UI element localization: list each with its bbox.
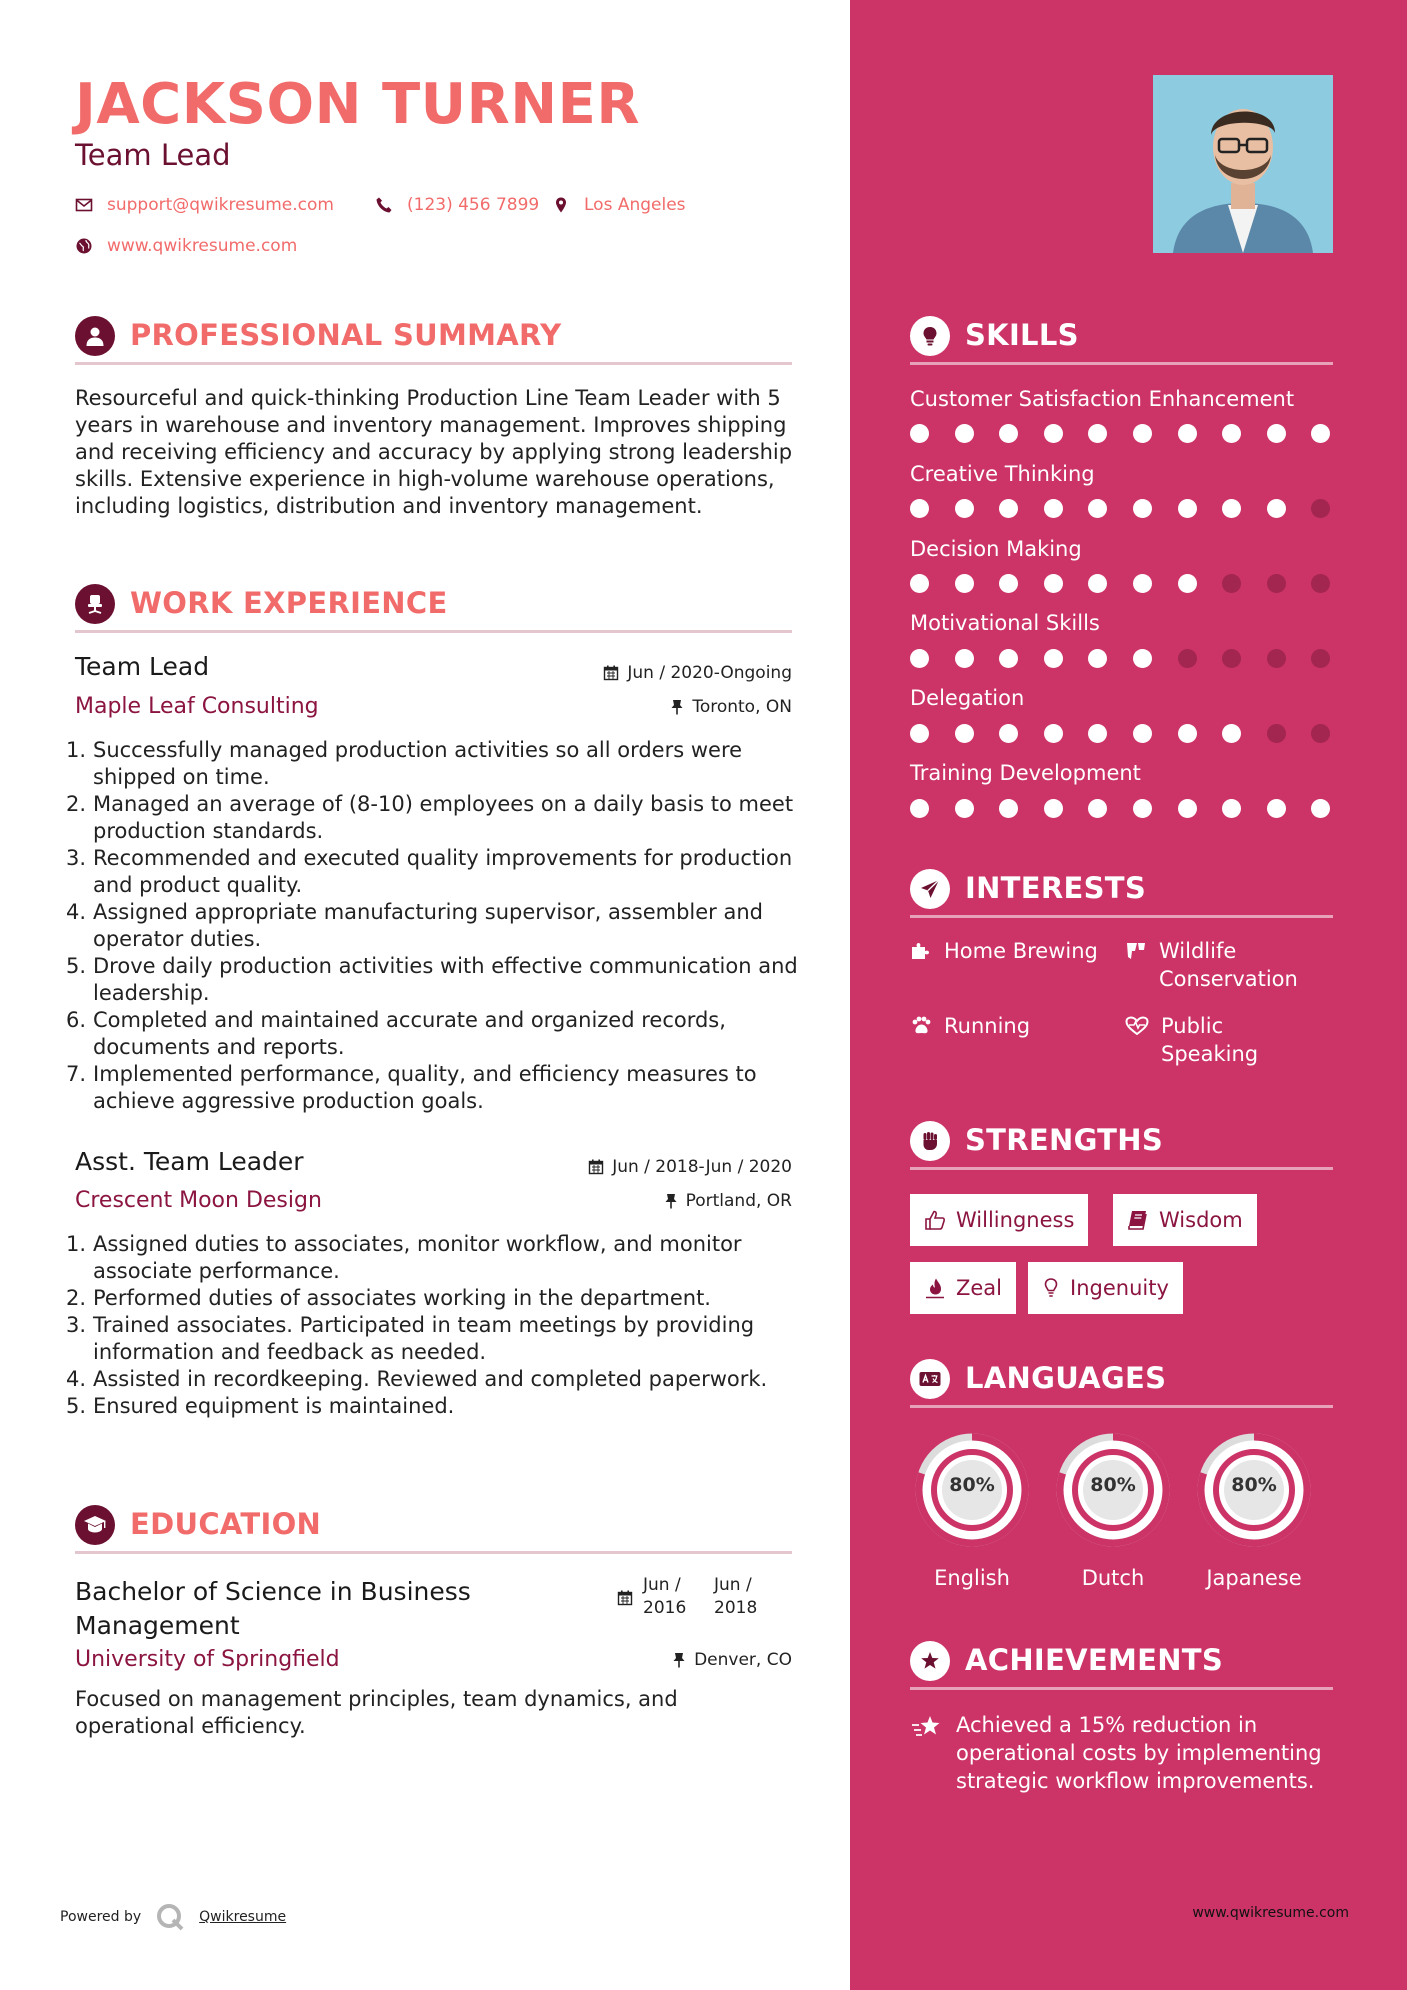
rating-dot-empty — [1222, 649, 1241, 668]
contact-location-text: Los Angeles — [584, 195, 686, 215]
interests-section-header — [910, 869, 1333, 917]
rating-dot-filled — [955, 574, 974, 593]
contact-website-text: www.qwikresume.com — [107, 236, 298, 256]
rating-dot-filled — [1222, 799, 1241, 818]
section-divider — [75, 630, 792, 633]
education-start-date: Jun / 2016 — [643, 1575, 687, 1618]
binoculars-icon — [1125, 941, 1147, 961]
section-divider — [75, 1551, 792, 1554]
paper-plane-icon — [910, 869, 950, 909]
summary-text: Resourceful and quick-thinking Production Line Team Leader with 5 years in warehouse and inventory management. Improves shipping and receiving efficiency and accuracy by applying strong leadership skills. Extensive experience in high-volume warehouse operations, including logistics, distribution and inventory management. — [75, 386, 793, 518]
calendar-icon — [617, 1590, 633, 1606]
job-location-text: Portland, OR — [685, 1191, 792, 1211]
interest-item: Public Speaking — [1125, 1012, 1258, 1068]
translate-icon — [910, 1359, 950, 1399]
summary-section-header — [75, 316, 792, 364]
powered-by[interactable] — [60, 1902, 286, 1932]
powered-by-label: Powered by — [60, 1909, 142, 1925]
contact-phone-text: (123) 456 7899 — [407, 195, 540, 215]
rating-dot-filled — [1133, 799, 1152, 818]
list-item: 5. Ensured equipment is maintained. — [66, 1394, 455, 1418]
language-name: Dutch — [1081, 1566, 1145, 1590]
rating-dot-filled — [1311, 799, 1330, 818]
rating-dot-filled — [1088, 574, 1107, 593]
section-divider — [910, 1687, 1333, 1690]
rating-dot-filled — [910, 649, 929, 668]
education-description: Focused on management principles, team dynamics, and operational efficiency. — [75, 1687, 678, 1738]
powered-by-brand-link[interactable]: Qwikresume — [199, 1909, 287, 1925]
rating-dot-filled — [1222, 499, 1241, 518]
contact-phone[interactable] — [375, 195, 539, 215]
rating-dot-filled — [1178, 574, 1197, 593]
language-name: English — [934, 1566, 1010, 1590]
degree-line: Bachelor of Science in Business — [75, 1577, 471, 1606]
rating-dot-filled — [910, 424, 929, 443]
contact-email[interactable] — [75, 195, 334, 215]
rating-dot-empty — [1178, 649, 1197, 668]
puzzle-icon — [910, 941, 932, 961]
rating-dot-filled — [1044, 724, 1063, 743]
job-date-text: Jun / 2018-Jun / 2020 — [612, 1157, 792, 1177]
language-percent: 80% — [949, 1474, 995, 1496]
degree-title — [75, 1575, 471, 1643]
footer-website[interactable]: www.qwikresume.com — [1192, 1905, 1349, 1921]
list-item: 2. Performed duties of associates working in the department. — [66, 1286, 711, 1310]
rating-dot-filled — [1044, 799, 1063, 818]
calendar-icon — [588, 1159, 604, 1175]
profile-photo — [1153, 75, 1333, 253]
rating-dot-filled — [1044, 574, 1063, 593]
skill-rating — [910, 649, 1330, 669]
section-divider — [910, 915, 1333, 918]
skill-rating — [910, 799, 1330, 819]
rating-dot-empty — [1311, 724, 1330, 743]
rating-dot-filled — [999, 724, 1018, 743]
rating-dot-filled — [1267, 424, 1286, 443]
map-pin-icon — [552, 196, 570, 214]
rating-dot-filled — [1044, 649, 1063, 668]
skill-rating — [910, 574, 1330, 594]
achievements-section-header — [910, 1641, 1333, 1689]
interest-item: Home Brewing — [910, 937, 1098, 965]
pushpin-icon — [672, 1652, 686, 1668]
skills-title: SKILLS — [965, 318, 1079, 352]
job-title: Asst. Team Leader — [75, 1147, 304, 1176]
section-divider — [910, 1405, 1333, 1408]
rating-dot-filled — [1088, 499, 1107, 518]
interest-item: Running — [910, 1012, 1030, 1040]
strengths-title: STRENGTHS — [965, 1123, 1164, 1157]
achievement-item: Achieved a 15% reduction in operational costs by implementing strategic workflow improvements. — [910, 1711, 1340, 1795]
skill-name: Customer Satisfaction Enhancement — [910, 387, 1295, 411]
language-name: Japanese — [1206, 1566, 1302, 1590]
contact-location — [552, 195, 686, 215]
rating-dot-filled — [1133, 424, 1152, 443]
rating-dot-filled — [955, 499, 974, 518]
rating-dot-filled — [1178, 799, 1197, 818]
section-divider — [75, 362, 792, 365]
section-divider — [910, 1167, 1333, 1170]
list-item: 4. Assisted in recordkeeping. Reviewed and completed paperwork. — [66, 1367, 768, 1391]
rating-dot-filled — [1044, 499, 1063, 518]
rating-dot-filled — [1088, 649, 1107, 668]
rating-dot-filled — [999, 799, 1018, 818]
list-item: 1. Successfully managed production activities so all orders were shipped on time. — [66, 738, 743, 789]
list-item: 3. Recommended and executed quality improvements for production and product quality. — [66, 846, 793, 897]
rating-dot-filled — [1178, 724, 1197, 743]
skill-rating — [910, 424, 1330, 444]
education-location — [672, 1650, 792, 1670]
language-item — [1192, 1428, 1316, 1590]
skill-name: Decision Making — [910, 537, 1082, 561]
sidebar — [850, 0, 1407, 1990]
list-item: 1. Assigned duties to associates, monitor workflow, and monitor associate performance. — [66, 1232, 742, 1283]
strengths-section-header — [910, 1121, 1333, 1169]
job-title: Team Lead — [75, 652, 210, 681]
rating-dot-filled — [1088, 724, 1107, 743]
rating-dot-filled — [999, 649, 1018, 668]
language-item — [1051, 1428, 1175, 1590]
contact-email-text: support@qwikresume.com — [107, 195, 334, 215]
job-duties-list — [66, 737, 801, 1115]
flame-icon — [924, 1277, 946, 1299]
user-icon — [75, 316, 115, 356]
languages-title: LANGUAGES — [965, 1361, 1167, 1395]
candidate-role: Team Lead — [75, 138, 231, 172]
rating-dot-filled — [1044, 424, 1063, 443]
star-badge-icon — [910, 1641, 950, 1681]
rating-dot-filled — [999, 424, 1018, 443]
list-item: 7. Implemented performance, quality, and efficiency measures to achieve aggressive production goals. — [66, 1062, 757, 1113]
job-company: Maple Leaf Consulting — [75, 694, 319, 719]
paw-icon — [910, 1016, 932, 1036]
rating-dot-filled — [1088, 799, 1107, 818]
rating-dot-empty — [1222, 574, 1241, 593]
rating-dot-filled — [1133, 499, 1152, 518]
rating-dot-filled — [1222, 424, 1241, 443]
rating-dot-empty — [1267, 724, 1286, 743]
summary-title: PROFESSIONAL SUMMARY — [130, 318, 562, 352]
rating-dot-filled — [1267, 799, 1286, 818]
job-date-text: Jun / 2020-Ongoing — [627, 663, 792, 683]
language-percent: 80% — [1090, 1474, 1136, 1496]
rating-dot-filled — [910, 724, 929, 743]
rating-dot-filled — [955, 649, 974, 668]
qwikresume-logo-icon — [155, 1902, 185, 1932]
list-item: 3. Trained associates. Participated in team meetings by providing information and feedback as needed. — [66, 1313, 755, 1364]
globe-icon — [75, 237, 93, 255]
rating-dot-filled — [910, 799, 929, 818]
rating-dot-filled — [1133, 574, 1152, 593]
rating-dot-empty — [1311, 574, 1330, 593]
interests-title: INTERESTS — [965, 871, 1147, 905]
rating-dot-empty — [1311, 649, 1330, 668]
language-item — [910, 1428, 1034, 1590]
rating-dot-filled — [1133, 724, 1152, 743]
rating-dot-filled — [1267, 499, 1286, 518]
job-date — [588, 1157, 792, 1177]
rating-dot-filled — [1222, 724, 1241, 743]
heartbeat-icon — [1125, 1016, 1149, 1036]
rating-dot-empty — [1311, 499, 1330, 518]
lightbulb-outline-icon — [1042, 1277, 1060, 1299]
skill-rating — [910, 499, 1330, 519]
strength-tag: Zeal — [910, 1262, 1016, 1314]
education-location-text: Denver, CO — [694, 1650, 792, 1670]
graduation-cap-icon — [75, 1505, 115, 1545]
thumbs-up-icon — [924, 1209, 946, 1231]
interest-item: Wildlife Conservation — [1125, 937, 1298, 993]
strength-tag: Willingness — [910, 1194, 1088, 1246]
rating-dot-filled — [910, 499, 929, 518]
rating-dot-filled — [1178, 424, 1197, 443]
languages-section-header — [910, 1359, 1333, 1407]
phone-icon — [375, 196, 393, 214]
strength-tag: Wisdom — [1113, 1194, 1257, 1246]
strength-tag: Ingenuity — [1028, 1262, 1183, 1314]
rating-dot-empty — [1267, 574, 1286, 593]
rating-dot-empty — [1267, 649, 1286, 668]
job-location — [670, 697, 792, 717]
list-item: 2. Managed an average of (8-10) employees on a daily basis to meet production standards. — [66, 792, 794, 843]
skill-rating — [910, 724, 1330, 744]
office-chair-icon — [75, 584, 115, 624]
list-item: 5. Drove daily production activities with effective communication and leadership. — [66, 954, 798, 1005]
section-divider — [910, 362, 1333, 365]
skill-name: Creative Thinking — [910, 462, 1095, 486]
rating-dot-filled — [1133, 649, 1152, 668]
language-percent: 80% — [1231, 1474, 1277, 1496]
education-school: University of Springfield — [75, 1647, 340, 1672]
experience-title: WORK EXPERIENCE — [130, 586, 448, 620]
rating-dot-filled — [910, 574, 929, 593]
rating-dot-filled — [955, 424, 974, 443]
rating-dot-filled — [1178, 499, 1197, 518]
pushpin-icon — [670, 699, 684, 715]
education-end-date: Jun / 2018 — [714, 1575, 758, 1618]
job-location-text: Toronto, ON — [692, 697, 792, 717]
candidate-name: JACKSON TURNER — [75, 72, 641, 137]
calendar-icon — [603, 665, 619, 681]
shooting-star-icon — [910, 1714, 944, 1740]
rating-dot-filled — [999, 574, 1018, 593]
job-duties-list — [66, 1231, 801, 1420]
degree-line: Management — [75, 1611, 240, 1640]
rating-dot-filled — [955, 799, 974, 818]
rating-dot-filled — [955, 724, 974, 743]
skills-section-header — [910, 316, 1333, 364]
book-icon — [1127, 1209, 1149, 1231]
rating-dot-filled — [1311, 424, 1330, 443]
skill-name: Motivational Skills — [910, 611, 1100, 635]
envelope-icon — [75, 196, 93, 214]
list-item: 4. Assigned appropriate manufacturing supervisor, assembler and operator duties. — [66, 900, 763, 951]
rating-dot-filled — [1088, 424, 1107, 443]
contact-website[interactable] — [75, 236, 297, 256]
pushpin-icon — [664, 1193, 678, 1209]
lightbulb-icon — [910, 316, 950, 356]
job-date — [603, 663, 792, 683]
raised-fist-icon — [910, 1121, 950, 1161]
experience-section-header — [75, 584, 792, 632]
education-section-header — [75, 1505, 792, 1553]
rating-dot-filled — [999, 499, 1018, 518]
list-item: 6. Completed and maintained accurate and organized records, documents and reports. — [66, 1008, 726, 1059]
job-location — [664, 1191, 792, 1211]
achievements-title: ACHIEVEMENTS — [965, 1643, 1224, 1677]
skill-name: Delegation — [910, 686, 1025, 710]
job-company: Crescent Moon Design — [75, 1188, 322, 1213]
skill-name: Training Development — [910, 761, 1141, 785]
education-title: EDUCATION — [130, 1507, 322, 1541]
